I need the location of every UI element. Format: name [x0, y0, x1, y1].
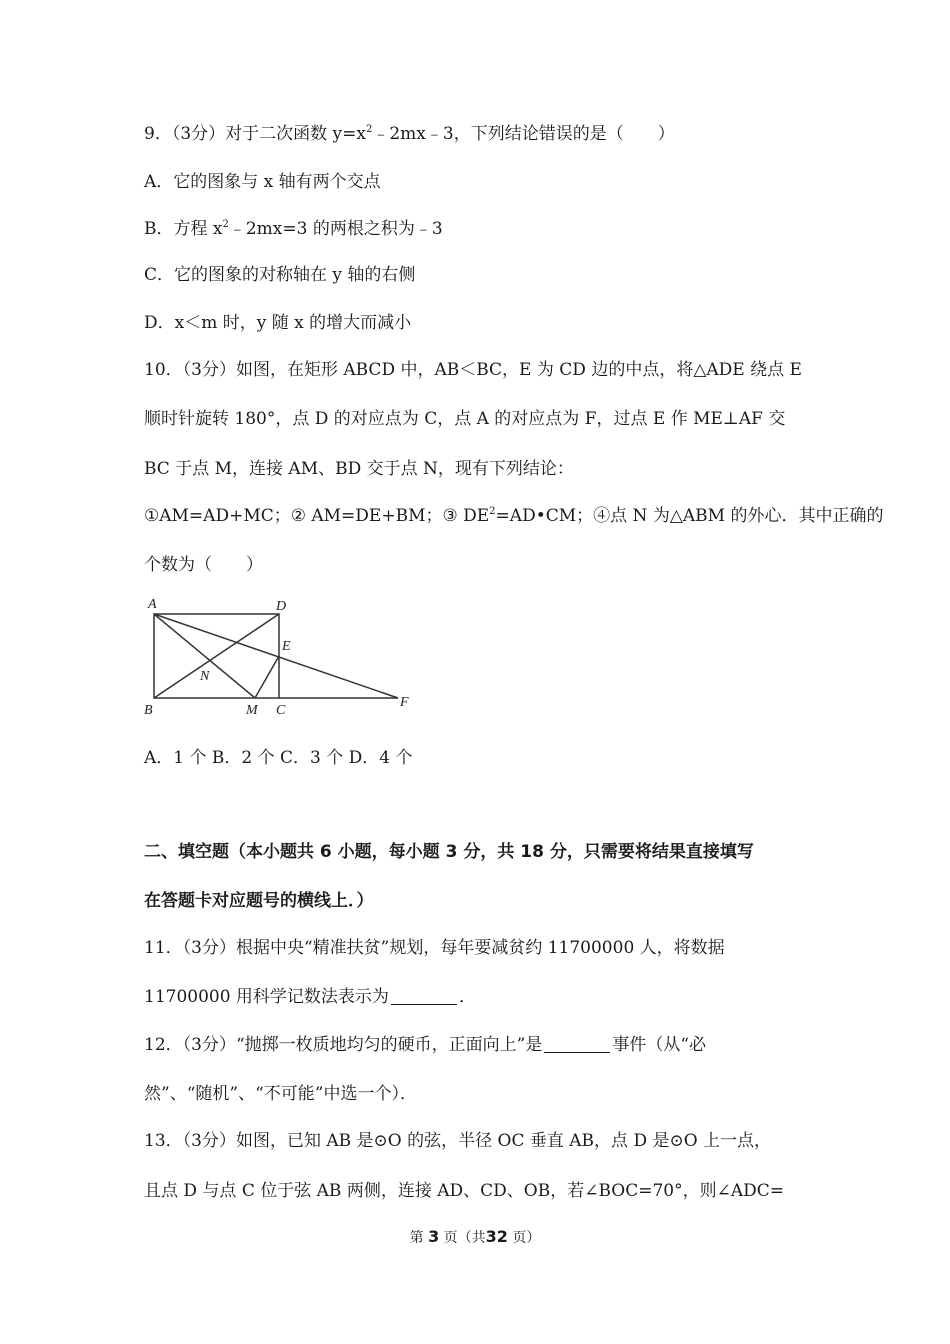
- q9-option-c: C．它的图象的对称轴在 y 轴的右侧: [144, 265, 416, 285]
- q13-line-1: 13．（3分）如图，已知 AB 是⊙O 的弦，半径 OC 垂直 AB，点 D 是⊙O 上一点，: [144, 1131, 772, 1151]
- segment-bd: [154, 614, 279, 698]
- q11-line-1: 11．（3分）根据中央“精准扶贫”规划，每年要减贫约 11700000 人，将数据: [144, 938, 725, 958]
- q9-option-a: A．它的图象与 x 轴有两个交点: [144, 172, 381, 192]
- current-page-number: 3: [428, 1227, 440, 1246]
- q10-line-2: 顺时针旋转 180°，点 D 的对应点为 C，点 A 的对应点为 F，过点 E 作 ME⊥AF 交: [144, 409, 786, 429]
- segment-af: [154, 614, 398, 698]
- label-b: B: [144, 703, 153, 718]
- q10-line-3: BC 于点 M，连接 AM、BD 交于点 N，现有下列结论：: [144, 459, 574, 479]
- q10-geometry-figure: [140, 592, 430, 722]
- section-2-heading-cont: 在答题卡对应题号的横线上．）: [144, 891, 374, 911]
- q11-line-2: 11700000 用科学记数法表示为 ．: [144, 987, 476, 1007]
- segment-am: [154, 614, 255, 698]
- q11-answer-blank[interactable]: [391, 986, 457, 1005]
- label-f: F: [400, 695, 409, 710]
- q10-line-4: ①AM=AD+MC；② AM=DE+BM；③ $DE^2=AD•CM$；④点 N 为△ABM 的外心．其中正确的: [144, 506, 884, 526]
- label-a: A: [148, 597, 157, 612]
- page-footer: 第 3 页（共32 页）: [409, 1227, 541, 1246]
- q12-line-2: 然”、“随机”、“不可能”中选一个）．: [144, 1084, 417, 1104]
- q12-line-1: 12．（3分）“抛掷一枚质地均匀的硬币，正面向上”是 事件（从“必: [144, 1035, 707, 1055]
- label-c: C: [276, 703, 286, 718]
- section-2-heading: 二、填空题（本小题共 6 小题，每小题 3 分，共 18 分，只需要将结果直接填写: [144, 842, 754, 862]
- q12-answer-blank[interactable]: [544, 1034, 610, 1053]
- label-d: D: [276, 599, 287, 614]
- label-n: N: [200, 669, 210, 684]
- q9-option-d: D．x＜m 时，y 随 x 的增大而减小: [144, 313, 412, 333]
- label-e: E: [282, 639, 291, 654]
- q13-line-2: 且点 D 与点 C 位于弦 AB 两侧，连接 AD、CD、OB，若∠BOC=70°，则∠ADC=: [144, 1181, 784, 1201]
- q10-options: A．1 个 B．2 个 C．3 个 D．4 个: [144, 748, 413, 768]
- q9-stem: 9．（3分）对于二次函数 $y=x^2﹣2mx﹣3$，下列结论错误的是（ ）: [144, 124, 675, 144]
- total-page-number: 32: [485, 1227, 508, 1246]
- q10-line-5: 个数为（ ）: [144, 555, 263, 575]
- segment-me: [255, 656, 279, 698]
- q9-option-b: B．方程 $x^2﹣2mx=3$ 的两根之积为﹣3: [144, 219, 443, 239]
- label-m: M: [246, 703, 258, 718]
- q10-line-1: 10．（3分）如图，在矩形 ABCD 中，AB＜BC，E 为 CD 边的中点，将△ADE 绕点 E: [144, 360, 802, 380]
